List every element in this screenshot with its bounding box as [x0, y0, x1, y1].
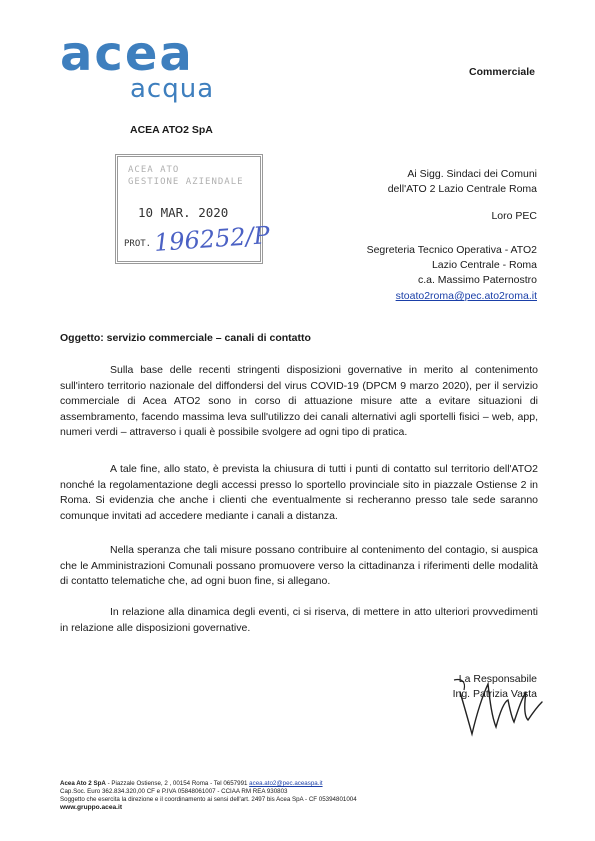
acea-acqua-logo [60, 26, 215, 104]
footer-company: Acea Ato 2 SpA [60, 780, 106, 787]
recipient-line: c.a. Massimo Paternostro [417, 274, 537, 286]
recipient-line: Loro PEC [491, 210, 537, 222]
footer-website-link[interactable]: www.gruppo.acea.it [60, 804, 123, 811]
recipient-line: Ai Sigg. Sindaci dei Comuni [407, 168, 537, 180]
footer-address-line [60, 780, 323, 788]
protocol-stamp [115, 154, 271, 264]
footer-capital-line: Cap.Soc. Euro 362.834.320,00 CF e P.IVA 05848061007 - CCIAA RM REA 930803 [60, 788, 288, 795]
footer-email-link[interactable]: acea.ato2@pec.aceaspa.it [249, 780, 323, 787]
body-paragraph: A tale fine, allo stato, è prevista la chiusura di tutti i punti di contatto sul territorio dell'ATO2 nonché la regolamentazione degli accessi presso lo sportello provinciale sito in piazzale Ostiense 2 in Roma. Si evidenzia che anche i clienti che eventualmente si recheranno presso tale sede saranno comunque invitati ad accedere mediante i canali a distanza. [60, 463, 538, 522]
body-paragraph: In relazione alla dinamica degli eventi, ci si riserva, di mettere in atto ulteriori provvedimenti in relazione alle disposizioni governative. [60, 606, 538, 634]
body-paragraph: Nella speranza che tali misure possano contribuire al contenimento del contagio, si auspica che le Amministrazioni Comunali possano promuovere verso la cittadinanza i riferimenti delle modalità di contatto telematiche che, ad ogni buon fine, si allegano. [60, 544, 538, 587]
stamp-line2: GESTIONE AZIENDALE [128, 177, 244, 187]
recipient-line: Lazio Centrale - Roma [431, 259, 537, 271]
stamp-prot-label: PROT. [124, 239, 152, 249]
letter-subject: Oggetto: servizio commerciale – canali di contatto [60, 332, 311, 344]
recipient-email-link[interactable]: stoato2roma@pec.ato2roma.it [395, 290, 537, 302]
stamp-date: 10 MAR. 2020 [138, 205, 229, 220]
footer-direction-line: Soggetto che esercita la direzione e il coordinamento ai sensi dell'art. 2497 bis Acea SpA - CF 05394801004 [60, 796, 357, 803]
logo-acqua-text: acqua [130, 74, 215, 104]
recipient-line: dell'ATO 2 Lazio Centrale Roma [387, 183, 537, 195]
logo-acea-text: acea [60, 26, 194, 82]
footer-address: - Piazzale Ostiense, 2 , 00154 Roma - Tel 0657991 [105, 780, 250, 787]
signature-role: La Responsabile [458, 673, 537, 685]
signature-name: Ing. Patrizia Vasta [452, 688, 537, 700]
stamp-handwritten-number: 196252/P [153, 220, 271, 258]
stamp-line1: ACEA ATO [128, 165, 180, 175]
recipient-line: Segreteria Tecnico Operativa - ATO2 [366, 244, 537, 256]
company-name: ACEA ATO2 SpA [130, 124, 213, 136]
department-label: Commerciale [469, 66, 535, 78]
body-paragraph: Sulla base delle recenti stringenti disposizioni governative in merito al contenimento sull'intero territorio nazionale del diffondersi del virus COVID-19 (DPCM 9 marzo 2020), per il servizio commerciale di Acea ATO2 sono in corso di attuazione misure atte a evitare situazioni di assembramento, facendo massima leva sull'utilizzo dei canali alternativi agli sportelli fisici – web, app, numeri verdi – attraverso i quali è possibile svolgere ad ogni tipo di pratica. [60, 364, 538, 438]
